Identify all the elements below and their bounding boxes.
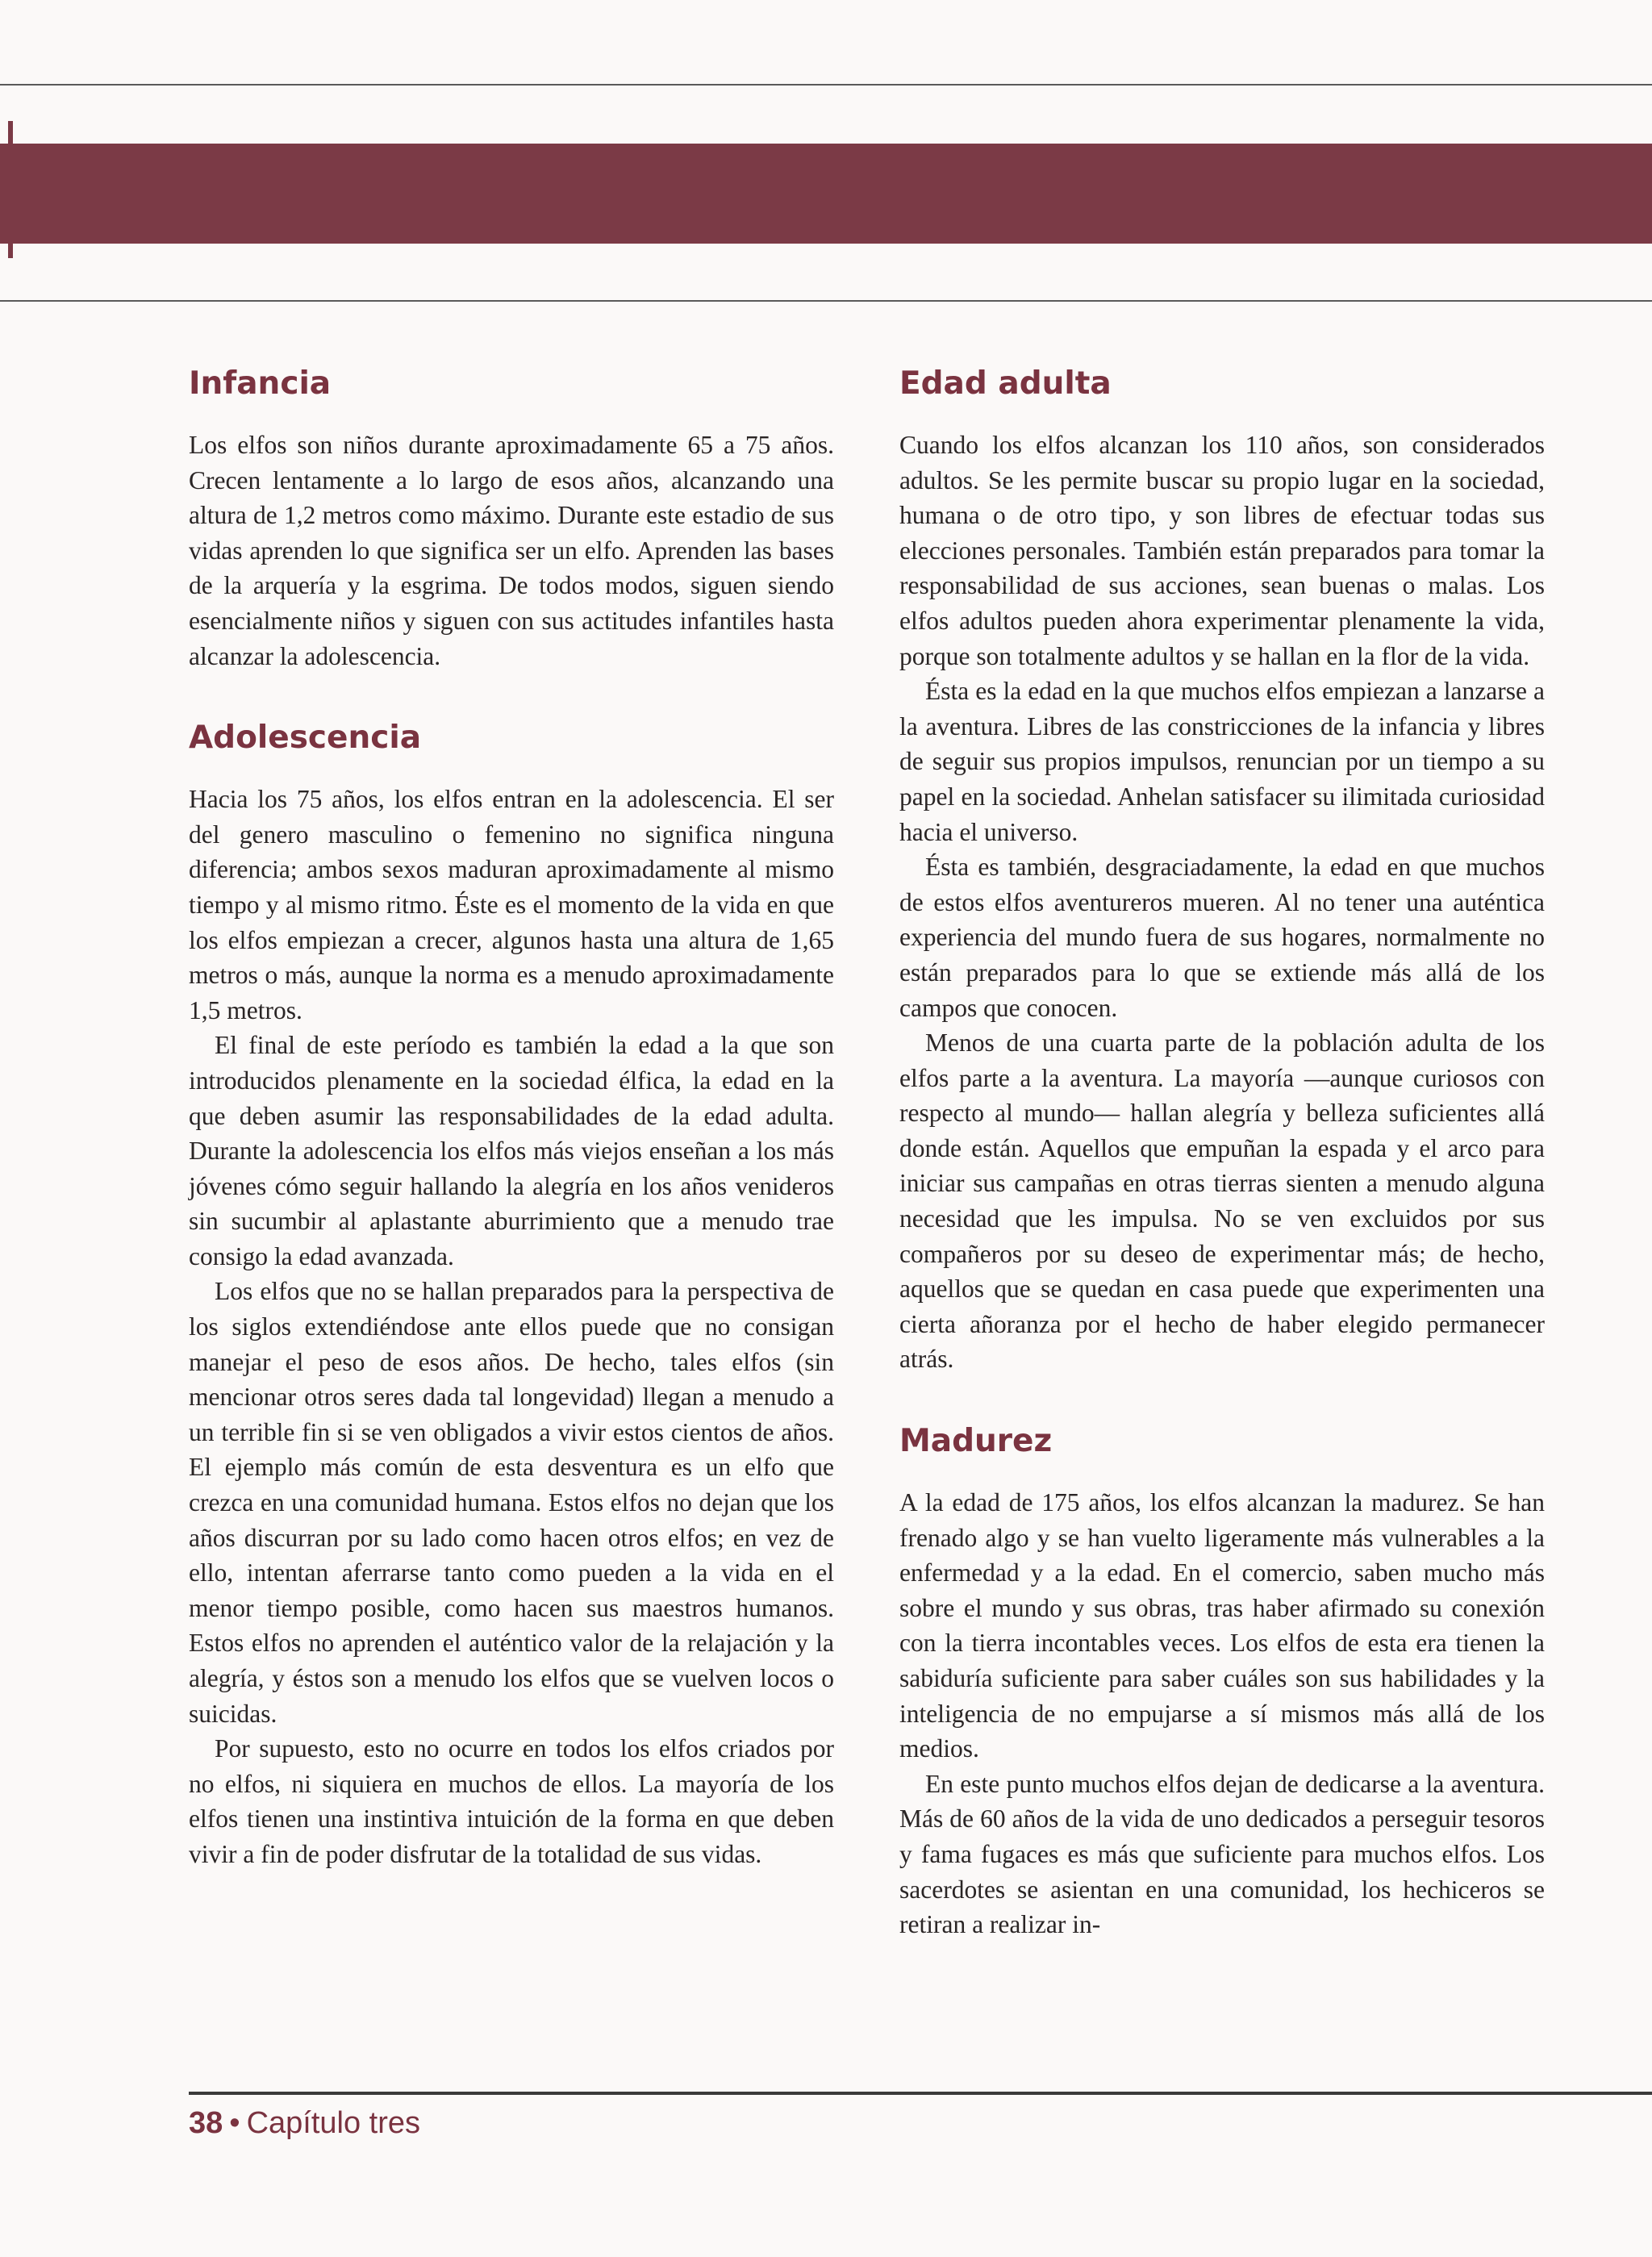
header-band <box>0 144 1652 244</box>
section-heading: Madurez <box>899 1423 1053 1460</box>
footer-bullet: • <box>229 2106 240 2140</box>
footer-rule <box>189 2092 1652 2095</box>
paragraph: Los elfos son niños durante aproximadamente 65 a 75 años. Crecen lentamente a lo largo de esos años, alcanzando una altura de 1,2 metros como máximo. Durante este estadio de sus vidas aprenden lo que significa ser un elfo. Aprenden las bases de la arquería y la esgrima. De todos modos, siguen siendo esencialmente niños y siguen con sus actitudes infantiles hasta alcanzar la adolescencia. <box>189 431 834 670</box>
paragraph: Hacia los 75 años, los elfos entran en la adolescencia. El ser del genero masculino o femenino no significa ninguna diferencia; ambos sexos maduran aproximadamente al mismo tiempo y al mismo ritmo. Éste es el momento de la vida en que los elfos empiezan a crecer, algunos hasta una altura de 1,65 metros o más, aunque la norma es a menudo aproximadamente 1,5 metros. <box>189 785 834 1024</box>
header-rule-top <box>0 84 1652 86</box>
section-heading: Edad adulta <box>899 365 1112 402</box>
page-footer <box>189 2101 420 2146</box>
paragraph: Cuando los elfos alcanzan los 110 años, son considerados adultos. Se les permite buscar su propio lugar en la sociedad, humana o de otro tipo, y son libres de efectuar todas sus elecciones personales. También están preparados para tomar la responsabilidad de sus acciones, sean buenas o malas. Los elfos adultos pueden ahora experimentar plenamente la vida, porque son totalmente adultos y se hallan en la flor de la vida. <box>899 431 1545 670</box>
paragraph: A la edad de 175 años, los elfos alcanzan la madurez. Se han frenado algo y se han vuelto ligeramente más vulnerables a la enfermedad y a la edad. En el comercio, saben mucho más sobre el mundo y sus obras, tras haber afirmado su conexión con la tierra incontables veces. Los elfos de esta era tienen la sabiduría suficiente para saber cuáles son sus habilidades y la inteligencia de no empujarse a sí mismos más allá de los medios. <box>899 1488 1545 1763</box>
paragraph: Ésta es también, desgraciadamente, la edad en que muchos de estos elfos aventureros mueren. Al no tener una auténtica experiencia del mundo fuera de sus hogares, normalmente no están preparados para lo que se extiende más allá de los campos que conocen. <box>899 853 1545 1022</box>
paragraph: Ésta es la edad en la que muchos elfos empiezan a lanzarse a la aventura. Libres de las constricciones de la infancia y libres de seguir sus propios impulsos, renuncian por un tiempo a su papel en la sociedad. Anhelan satisfacer su ilimitada curiosidad hacia el universo. <box>899 677 1545 846</box>
section-heading: Infancia <box>189 365 332 402</box>
paragraph: El final de este período es también la edad a la que son introducidos plenamente en la sociedad élfica, la edad en la que deben asumir las responsabilidades de la edad adulta. Durante la adolescencia los elfos más viejos enseñan a los más jóvenes cómo seguir hallando la alegría en los años venideros sin sucumbir al aplastante aburrimiento que a menudo trae consigo la edad avanzada. <box>189 1031 834 1270</box>
paragraph: Por supuesto, esto no ocurre en todos los elfos criados por no elfos, ni siquiera en muchos de ellos. La mayoría de los elfos tienen una instintiva intuición de la forma en que deben vivir a fin de poder disfrutar de la totalidad de sus vidas. <box>189 1734 834 1868</box>
section-heading: Adolescencia <box>189 720 422 757</box>
chapter-title: Capítulo tres <box>246 2106 421 2140</box>
header-rule-bottom <box>0 300 1652 302</box>
page-number: 38 <box>189 2106 223 2140</box>
paragraph: Menos de una cuarta parte de la población adulta de los elfos parte a la aventura. La mayoría —aunque curiosos con respecto al mundo— hallan alegría y belleza suficientes allá donde están. Aquellos que empuñan la espada y el arco para iniciar sus campañas en otras tierras sienten a menudo alguna necesidad que les impulsa. No se ven excluidos por sus compañeros por su deseo de experimentar más; de hecho, aquellos que se quedan en casa puede que experimenten una cierta añoranza por el hecho de haber elegido permanecer atrás. <box>899 1028 1545 1374</box>
left-column <box>189 355 834 1872</box>
paragraph: Los elfos que no se hallan preparados para la perspectiva de los siglos extendiéndose ante ellos puede que no consigan manejar el peso de esos años. De hecho, tales elfos (sin mencionar otros seres dada tal longevidad) llegan a menudo a un terrible fin si se ven obligados a vivir estos cientos de años. El ejemplo más común de esta desventura es un elfo que crezca en una comunidad humana. Estos elfos no dejan que los años discurran por su lado como hacen otros elfos; en vez de ello, intentan aferrarse tanto como pueden a la vida en el menor tiempo posible, como hacen sus maestros humanos. Estos elfos no aprenden el auténtico valor de la relajación y la alegría, y éstos son a menudo los elfos que se vuelven locos o suicidas. <box>189 1277 834 1728</box>
right-column <box>899 355 1545 1942</box>
paragraph: En este punto muchos elfos dejan de dedicarse a la aventura. Más de 60 años de la vida de uno dedicados a perseguir tesoros y fama fugaces es más que suficiente para muchos elfos. Los sacerdotes se asientan en una comunidad, los hechiceros se retiran a realizar in- <box>899 1769 1545 1939</box>
